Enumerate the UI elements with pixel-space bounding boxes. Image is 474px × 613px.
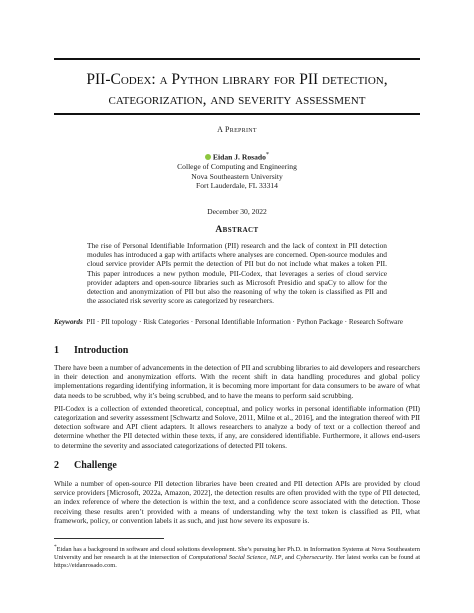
title-bottom-rule — [54, 113, 420, 115]
author-footnote — [54, 543, 420, 570]
affiliation-line: Fort Lauderdale, FL 33314 — [196, 181, 278, 191]
section-title: Introduction — [74, 345, 129, 356]
footnote-text: . Her latest works can be found at https://eidanrosado.com. — [54, 554, 420, 570]
paragraph: There have been a number of advancements in the detection of PII and scrubbing libraries to aid developers and researchers in their detection and anonymization efforts. With the recent shift in data handling procedures and global policy implementations regarding identifying information, it is becoming more important for data consumers to be aware of what data needs to be scrubbed, why it’s being scrubbed, and to have the means to perform said scrubbing. — [54, 363, 420, 400]
keywords-list: PII · PII topology · Risk Categories · Personal Identifiable Information · Python Package · Research Software — [86, 318, 403, 326]
section-number: 1 — [54, 345, 59, 356]
paper-date: December 30, 2022 — [207, 207, 267, 216]
section-heading-introduction — [54, 345, 128, 356]
title-codex: Codex — [110, 71, 152, 88]
footnote-italic: NLP — [269, 554, 282, 562]
footnote-sep: , and — [281, 554, 297, 562]
paper-title — [40, 70, 434, 110]
title-prefix: PII- — [86, 71, 111, 88]
preprint-label: A Preprint — [217, 125, 257, 134]
title-top-rule — [54, 58, 420, 60]
footnote-sep: , — [266, 554, 270, 562]
affiliation-line: College of Computing and Engineering — [177, 162, 297, 172]
title-line1-rest: : a Python library for PII detection, — [151, 71, 388, 88]
footnote-rule — [54, 538, 164, 539]
author-name: Eidan J. Rosado — [212, 152, 266, 162]
abstract-text: The rise of Personal Identifiable Information (PII) research and the lack of context in PII detection modules has introduced a gap with artifacts where analyses are concerned. Open-source modules and cloud service provider APIs permit the detection of PII but do not include what makes a token PII. This paper introduces a new python module, PII-Codex, that leverages a series of cloud service provider adapters and open-source libraries such as Microsoft Presidio and spaCy to allow for the detection and anonymization of PII but also the reasoning of why the token is classified as PII and the associated risk severity score as categorized by researchers. — [87, 241, 387, 306]
title-line2: categorization, and severity assessment — [108, 91, 366, 108]
paragraph: While a number of open-source PII detection libraries have been created and PII detection APIs are provided by cloud service providers [Microsoft, 2022a, Amazon, 2022], the detection results are often provided with the type of PII detected, an index reference of where the detection is within the text, and a confidence score associated with the detection. Those receiving these results aren’t provided with a means of understanding why the text token is classified as PII, what framework, policy, or convention labels it as such, and just how severe its exposure is. — [54, 479, 420, 525]
introduction-body — [54, 363, 420, 454]
keywords-label: Keywords — [54, 318, 83, 326]
affiliation-line: Nova Southeastern University — [191, 171, 283, 181]
footnote-italic: Computational Social Science — [188, 554, 267, 562]
footnote-text: Eidan has a background in software and cloud solutions development. She’s pursuing her Ph.D. in Information Systems at Nova Southeastern University and her research is at the intersection of — [54, 546, 420, 562]
orcid-icon[interactable] — [205, 154, 211, 160]
abstract-heading: Abstract — [215, 225, 259, 235]
section-number: 2 — [54, 460, 59, 471]
keywords — [54, 318, 420, 326]
footnote-marker: * — [54, 544, 57, 550]
section-title: Challenge — [74, 460, 117, 471]
challenge-body — [54, 479, 420, 529]
author-block — [0, 150, 474, 191]
section-heading-challenge — [54, 460, 117, 471]
author-footnote-marker: * — [265, 151, 270, 158]
footnote-italic: Cybersecurity — [296, 554, 332, 562]
paragraph: PII-Codex is a collection of extended theoretical, conceptual, and policy works in personal identifiable information (PII) categorization and severity assessment [Schwartz and Solove, 2011, Milne et al., 2016], and the integration thereof with PII detection software and API client adapters. It allows researchers to analyze a body of text or a collection thereof and determine whether the PII detected within these texts, if any, are considered identifiable. Furthermore, it allows end-users to determine the severity and associated categorizations of detected PII tokens. — [54, 403, 420, 450]
